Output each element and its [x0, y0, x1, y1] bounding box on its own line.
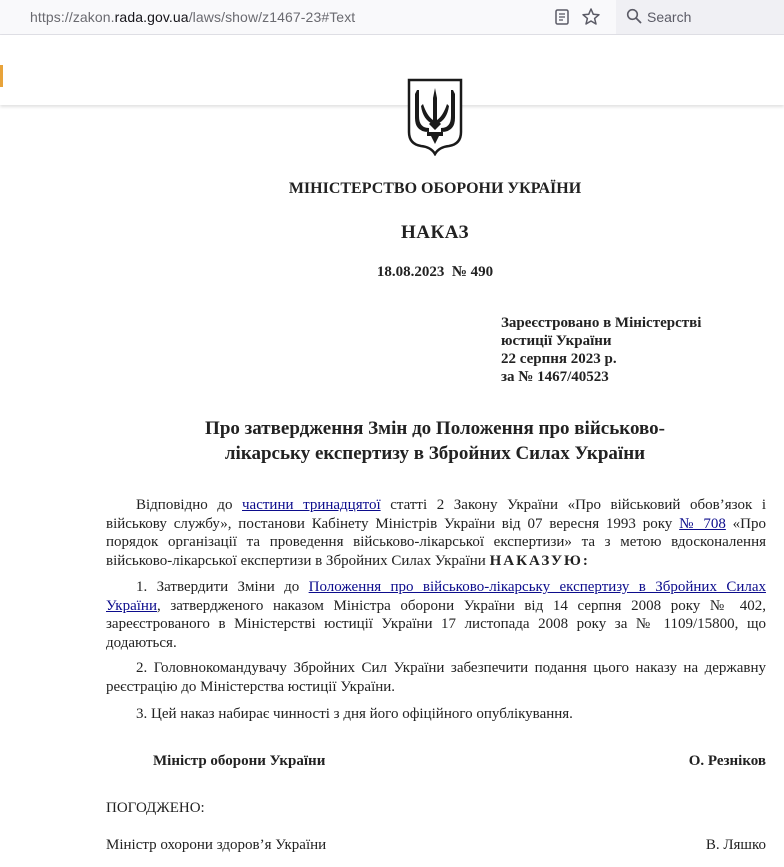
sidebar-handle[interactable] — [0, 65, 3, 87]
url-prefix: https://zakon. — [30, 9, 115, 25]
registration-number: за № 1467/40523 — [501, 369, 609, 385]
url-suffix: /laws/show/z1467-23#Text — [188, 9, 356, 25]
document-title — [150, 416, 720, 466]
order-title: НАКАЗ — [400, 222, 470, 243]
ministry-heading: МІНІСТЕРСТВО ОБОРОНИ УКРАЇНИ — [288, 180, 582, 197]
clause-1-paragraph — [106, 578, 766, 652]
bookmark-star-icon[interactable] — [581, 7, 601, 27]
signer-title: Міністр оборони України — [153, 753, 326, 769]
title-line: лікарську експертизу в Збройних Силах України — [224, 443, 646, 464]
title-line: Про затвердження Змін до Положення про військово- — [205, 418, 665, 439]
health-minister-title: Міністр охорони здоров’я України — [106, 837, 327, 853]
url-domain: rada.gov.ua — [114, 9, 189, 25]
search-icon — [626, 8, 642, 24]
regulation-link[interactable]: Положення про військово-лікарську експертизу в Збройних Силах України — [106, 579, 766, 614]
site-header-bar — [0, 35, 784, 105]
paragraph-text: статті 2 Закону України «Про військовий обов’язок і військову службу», постанови Кабінету Міністрів України від 07 вересня 1993 року — [106, 497, 767, 532]
registration-date: 22 серпня 2023 р. — [501, 351, 617, 367]
paragraph-text: , затвердженого наказом Міністра оборони України від 14 серпня 2008 року № 402, зареєстрованого в Міністерстві юстиції України 17 листопада 2008 року за № 1109/15800, що додаються. — [106, 597, 766, 651]
search-box[interactable] — [616, 0, 784, 34]
reader-view-icon[interactable] — [553, 8, 571, 26]
signer-name: О. Резніков — [688, 753, 766, 769]
order-date-number: 18.08.2023 № 490 — [376, 264, 494, 280]
registration-line: юстиції України — [501, 333, 612, 349]
preamble-paragraph — [106, 496, 766, 570]
registration-stamp — [501, 314, 761, 386]
law-part-link[interactable]: частини тринадцятої — [242, 497, 381, 513]
search-placeholder: Search — [647, 9, 692, 25]
ukraine-coat-of-arms-icon — [405, 76, 465, 156]
paragraph-text: 1. Затвердити Зміни до — [136, 579, 309, 595]
order-keyword: НАКАЗУЮ: — [489, 552, 590, 569]
clause-3-paragraph: 3. Цей наказ набирає чинності з дня його офіційного опублікування. — [136, 706, 573, 722]
resolution-708-link[interactable]: № 708 — [679, 515, 726, 532]
browser-toolbar — [0, 0, 784, 35]
paragraph-text: Відповідно до — [136, 497, 243, 513]
registration-line: Зареєстровано в Міністерстві — [501, 315, 702, 331]
address-bar[interactable] — [30, 9, 355, 25]
health-minister-name: В. Ляшко — [705, 837, 766, 853]
agreed-label: ПОГОДЖЕНО: — [106, 800, 205, 816]
paragraph-text: «Про порядок організації та проведення військово-лікарської експертизи» та з метою вдосконалення військово-лікарської експертизи в Збройних Силах України — [106, 515, 766, 569]
clause-2-paragraph: 2. Головнокомандувачу Збройних Сил України забезпечити подання цього наказу на державну реєстрацію до Міністерства юстиції України. — [106, 660, 766, 695]
